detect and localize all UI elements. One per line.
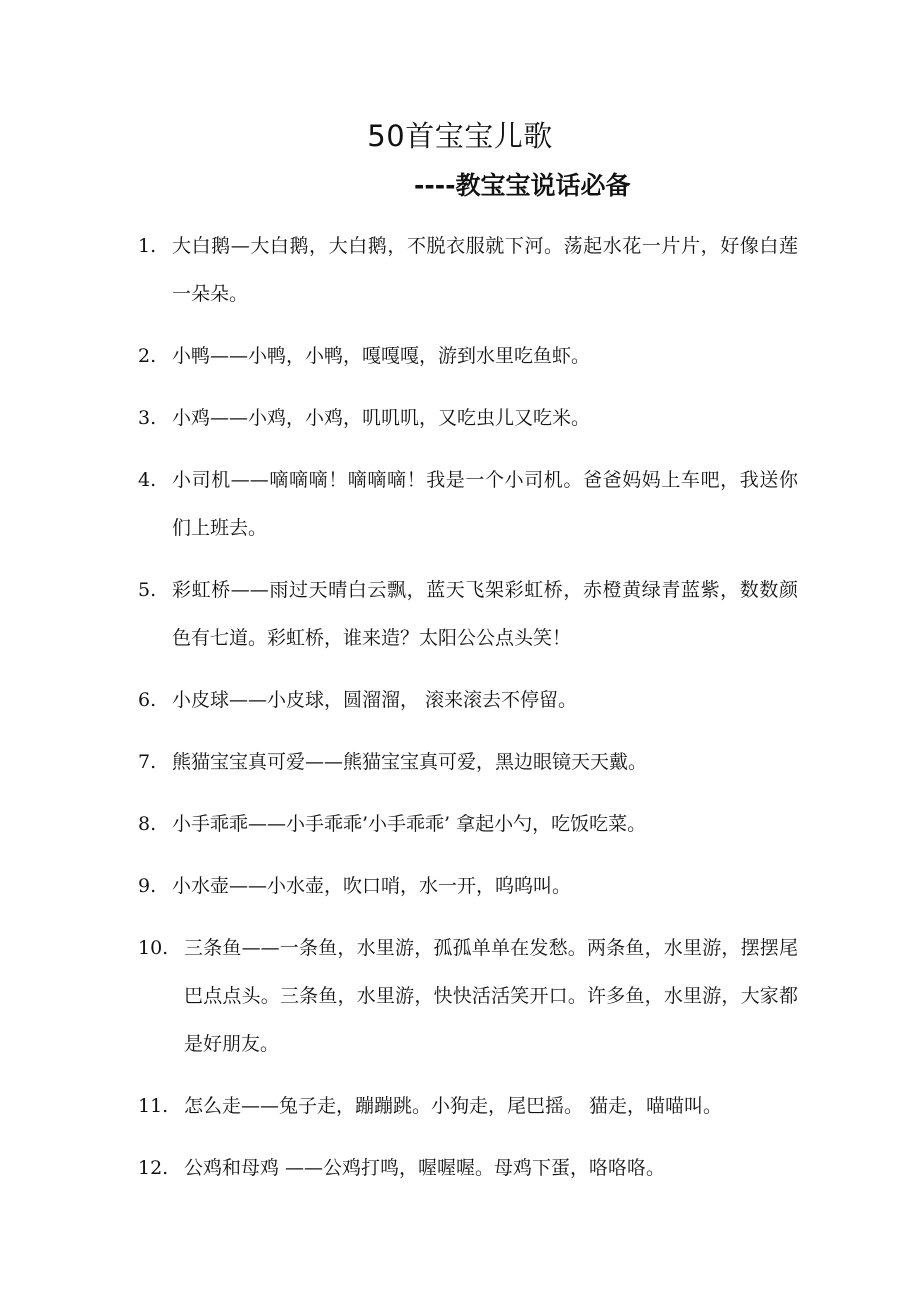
item-text: 小司机——嘀嘀嘀！嘀嘀嘀！我是一个小司机。爸爸妈妈上车吧，我送你们上班去。	[172, 469, 798, 539]
item-number: 10.	[138, 937, 169, 959]
list-item	[138, 332, 798, 380]
list-item	[138, 862, 798, 910]
item-text: 小鸡——小鸡，小鸡，叽叽叽，又吃虫儿又吃米。	[172, 407, 591, 429]
item-number: 1.	[138, 235, 157, 257]
item-text: 公鸡和母鸡 ——公鸡打鸣，喔喔喔。母鸡下蛋，咯咯咯。	[184, 1157, 666, 1179]
item-text: 大白鹅—大白鹅，大白鹅，不脱衣服就下河。荡起水花一片片，好像白莲一朵朵。	[172, 235, 798, 305]
item-text: 怎么走——兔子走，蹦蹦跳。小狗走，尾巴摇。 猫走，喵喵叫。	[184, 1095, 723, 1117]
list-item	[138, 456, 798, 552]
item-number: 3.	[138, 407, 157, 429]
list-item	[138, 1082, 798, 1130]
item-text: 小鸭——小鸭，小鸭，嘎嘎嘎，游到水里吃鱼虾。	[172, 345, 591, 367]
list-item	[138, 394, 798, 442]
rhyme-list	[138, 222, 798, 1206]
item-number: 7.	[138, 751, 157, 773]
list-item	[138, 676, 798, 724]
list-item	[138, 800, 798, 848]
item-number: 12.	[138, 1157, 169, 1179]
item-number: 9.	[138, 875, 157, 897]
item-number: 5.	[138, 579, 157, 601]
list-item	[138, 924, 798, 1068]
item-number: 2.	[138, 345, 157, 367]
list-item	[138, 1144, 798, 1192]
item-number: 8.	[138, 813, 157, 835]
document-title: 50首宝宝儿歌	[367, 119, 553, 153]
list-item	[138, 566, 798, 662]
item-text: 三条鱼——一条鱼，水里游，孤孤单单在发愁。两条鱼，水里游，摆摆尾巴点点头。三条鱼，水里游，快快活活笑开口。许多鱼，水里游，大家都是好朋友。	[184, 937, 798, 1055]
item-number: 6.	[138, 689, 157, 711]
list-item	[138, 222, 798, 318]
item-text: 小手乖乖——小手乖乖’小手乖乖’ 拿起小勺，吃饭吃菜。	[172, 813, 647, 835]
item-number: 11.	[138, 1095, 169, 1117]
item-number: 4.	[138, 469, 157, 491]
item-text: 小水壶——小水壶，吹口哨，水一开，呜呜叫。	[172, 875, 572, 897]
document-subtitle: ----教宝宝说话必备	[414, 171, 631, 200]
list-item	[138, 738, 798, 786]
item-text: 小皮球——小皮球，圆溜溜， 滚来滚去不停留。	[172, 689, 578, 711]
item-text: 彩虹桥——雨过天晴白云飘，蓝天飞架彩虹桥，赤橙黄绿青蓝紫，数数颜色有七道。彩虹桥，谁来造？太阳公公点头笑！	[172, 579, 798, 649]
item-text: 熊猫宝宝真可爱——熊猫宝宝真可爱，黑边眼镜天天戴。	[172, 751, 648, 773]
